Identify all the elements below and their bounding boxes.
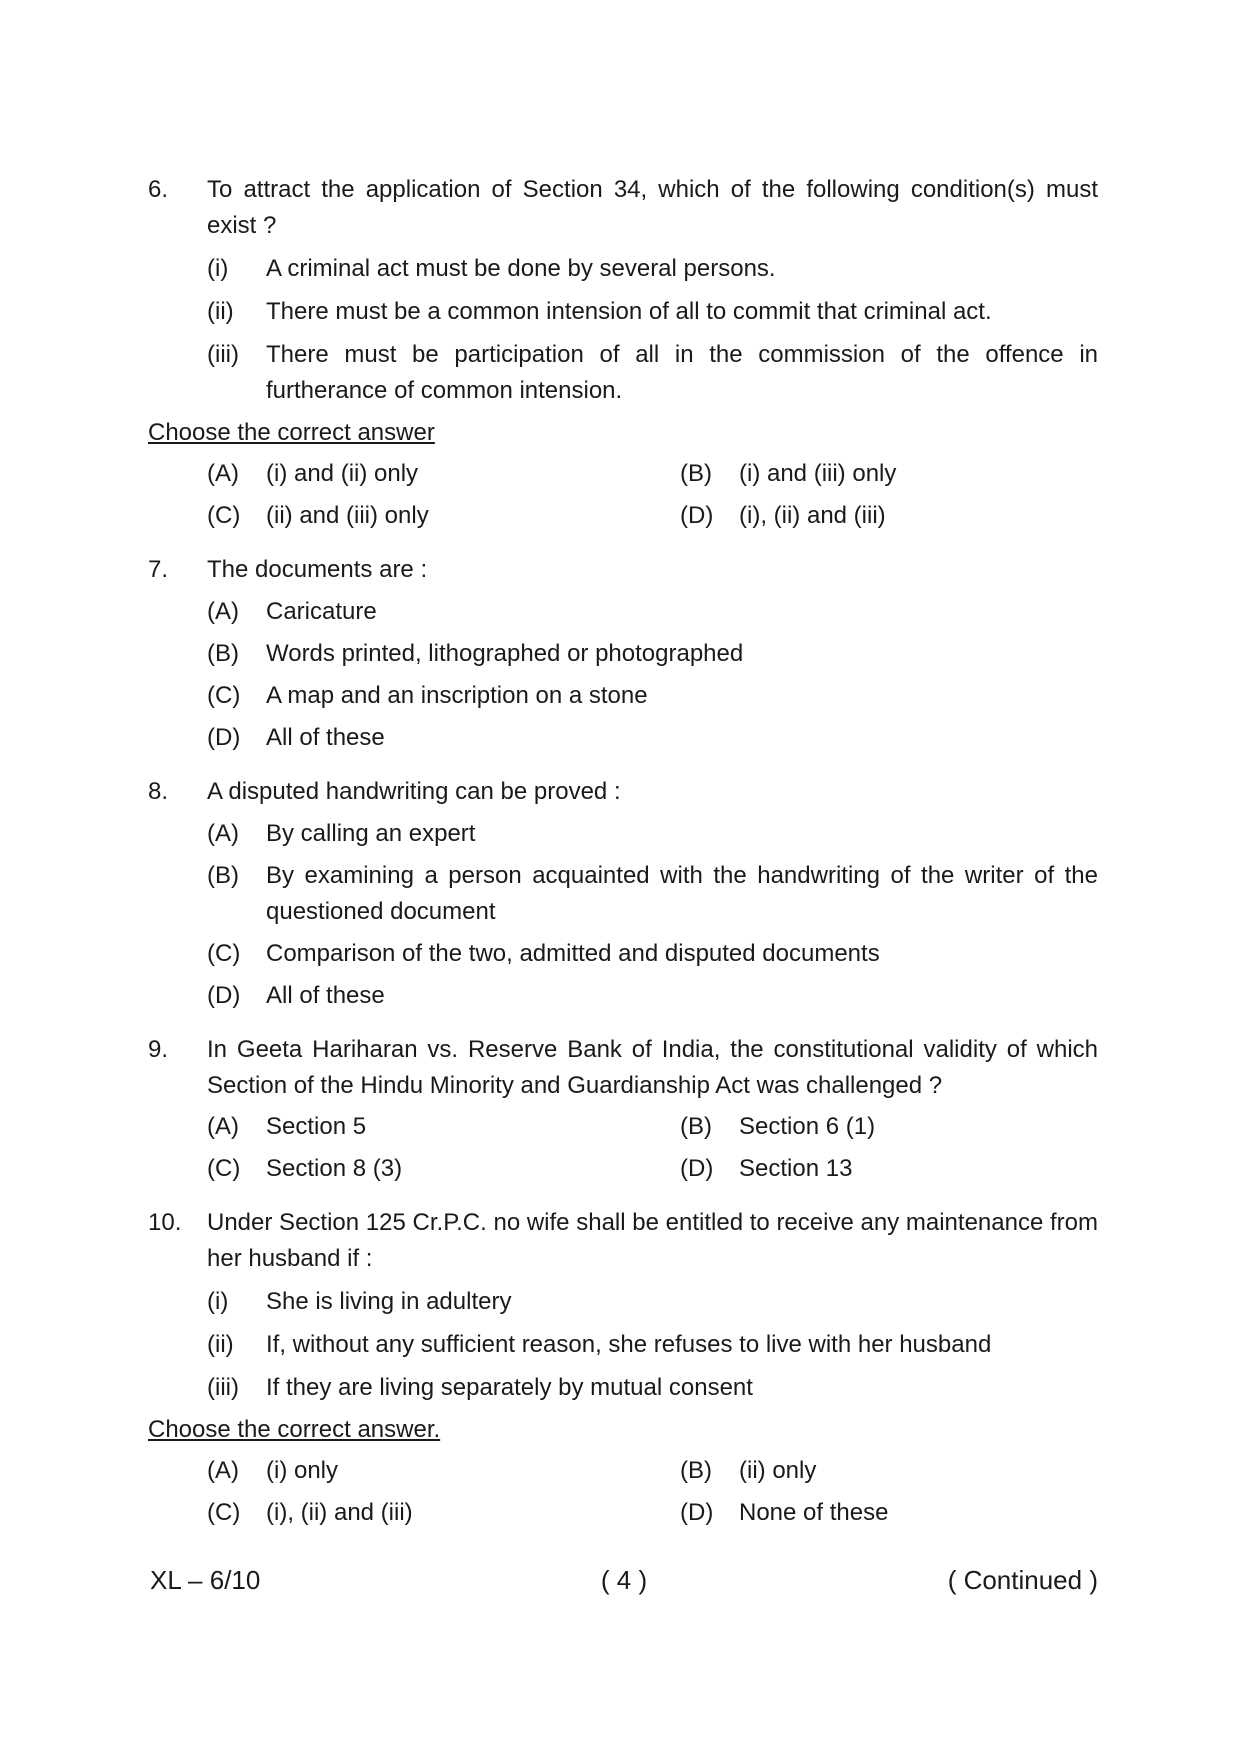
option-d[interactable] [207,978,1098,1014]
option-text: (i) only [266,1457,339,1484]
option-b[interactable] [680,456,1098,492]
page-number: ( 4 ) [600,1565,648,1595]
option-b[interactable] [207,858,1098,930]
statement [207,294,1098,330]
question-8-options [207,816,1098,1014]
question-number: 7. [148,556,169,583]
option-text: (i), (ii) and (iii) [266,1499,413,1526]
option-text: Words printed, lithographed or photographed [266,640,744,667]
question-6 [148,172,1098,244]
question-10-statements [207,1284,1098,1406]
option-b[interactable] [207,636,1098,672]
option-c[interactable] [207,936,1098,972]
question-text: Under Section 125 Cr.P.C. no wife shall be entitled to receive any maintenance from her husband if : [207,1209,1098,1272]
option-label: (C) [207,1499,241,1526]
question-text: The documents are : [207,556,428,583]
option-text: (ii) only [739,1457,817,1484]
option-text: None of these [739,1499,889,1526]
question-number: 10. [148,1209,182,1236]
option-d[interactable] [680,498,1098,534]
option-label: (A) [207,460,239,487]
option-d[interactable] [680,1495,1098,1531]
statement [207,337,1098,409]
option-label: (D) [680,1155,714,1182]
option-label: (D) [207,724,241,751]
continued-note: ( Continued ) [947,1565,1098,1595]
option-text: (i) and (iii) only [739,460,897,487]
question-number: 9. [148,1036,169,1063]
option-label: (A) [207,1113,239,1140]
option-label: (B) [680,1113,712,1140]
choose-instruction: Choose the correct answer [148,419,435,446]
question-7-options [207,594,1098,756]
option-text: Section 13 [739,1155,853,1182]
choose-instruction: Choose the correct answer. [148,1416,441,1443]
statement-label: (ii) [207,298,234,325]
option-text: A map and an inscription on a stone [266,682,648,709]
question-9-options [207,1109,1098,1187]
statement-label: (i) [207,1288,229,1315]
statement-text: If they are living separately by mutual consent [266,1374,753,1401]
option-label: (A) [207,820,239,847]
question-10 [148,1205,1098,1277]
question-number: 6. [148,176,169,203]
option-d[interactable] [680,1151,1098,1187]
statement-text: There must be a common intension of all to commit that criminal act. [266,298,992,325]
statement-text: A criminal act must be done by several persons. [266,255,776,282]
option-text: Caricature [266,598,377,625]
statement [207,1284,1098,1320]
question-text: In Geeta Hariharan vs. Reserve Bank of India, the constitutional validity of which Section of the Hindu Minority and Guardianship Act was challenged ? [207,1036,1098,1099]
option-label: (B) [680,1457,712,1484]
option-text: All of these [266,724,385,751]
option-label: (B) [207,862,239,889]
page-footer [150,1562,1098,1598]
option-text: (ii) and (iii) only [266,502,429,529]
option-text: All of these [266,982,385,1009]
option-text: Section 8 (3) [266,1155,403,1182]
option-label: (B) [207,640,239,667]
option-b[interactable] [680,1453,1098,1489]
statement-text: There must be participation of all in the commission of the offence in furtherance of common intension. [266,341,1098,404]
option-label: (C) [207,1155,241,1182]
option-d[interactable] [207,720,1098,756]
option-label: (A) [207,1457,239,1484]
option-text: By examining a person acquainted with the handwriting of the writer of the questioned document [266,862,1098,925]
option-label: (D) [207,982,241,1009]
question-9 [148,1032,1098,1104]
option-a[interactable] [207,456,680,492]
option-label: (C) [207,502,241,529]
option-c[interactable] [207,498,680,534]
statement-label: (i) [207,255,229,282]
statement-label: (iii) [207,341,239,368]
paper-code: XL – 6/10 [150,1565,261,1595]
question-6-statements [207,251,1098,409]
option-label: (A) [207,598,239,625]
question-text: A disputed handwriting can be proved : [207,778,621,805]
statement [207,1327,1098,1363]
option-text: (i), (ii) and (iii) [739,502,886,529]
option-a[interactable] [207,594,1098,630]
statement [207,1370,1098,1406]
question-8 [148,774,1098,810]
option-text: By calling an expert [266,820,476,847]
statement-text: She is living in adultery [266,1288,512,1315]
option-text: Section 5 [266,1113,367,1140]
option-c[interactable] [207,1151,680,1187]
option-a[interactable] [207,1453,680,1489]
statement-text: If, without any sufficient reason, she refuses to live with her husband [266,1331,992,1358]
statement [207,251,1098,287]
question-10-options [207,1453,1098,1531]
question-7 [148,552,1098,588]
option-label: (C) [207,682,241,709]
question-list [148,172,1098,1531]
option-a[interactable] [207,1109,680,1145]
question-6-options [207,456,1098,534]
option-c[interactable] [207,678,1098,714]
option-label: (D) [680,502,714,529]
option-a[interactable] [207,816,1098,852]
option-label: (D) [680,1499,714,1526]
statement-label: (iii) [207,1374,239,1401]
option-text: Section 6 (1) [739,1113,876,1140]
option-label: (B) [680,460,712,487]
option-text: (i) and (ii) only [266,460,419,487]
statement-label: (ii) [207,1331,234,1358]
question-number: 8. [148,778,169,805]
option-label: (C) [207,940,241,967]
option-c[interactable] [207,1495,680,1531]
question-text: To attract the application of Section 34, which of the following condition(s) must exist ? [207,176,1098,239]
option-b[interactable] [680,1109,1098,1145]
option-text: Comparison of the two, admitted and disputed documents [266,940,880,967]
